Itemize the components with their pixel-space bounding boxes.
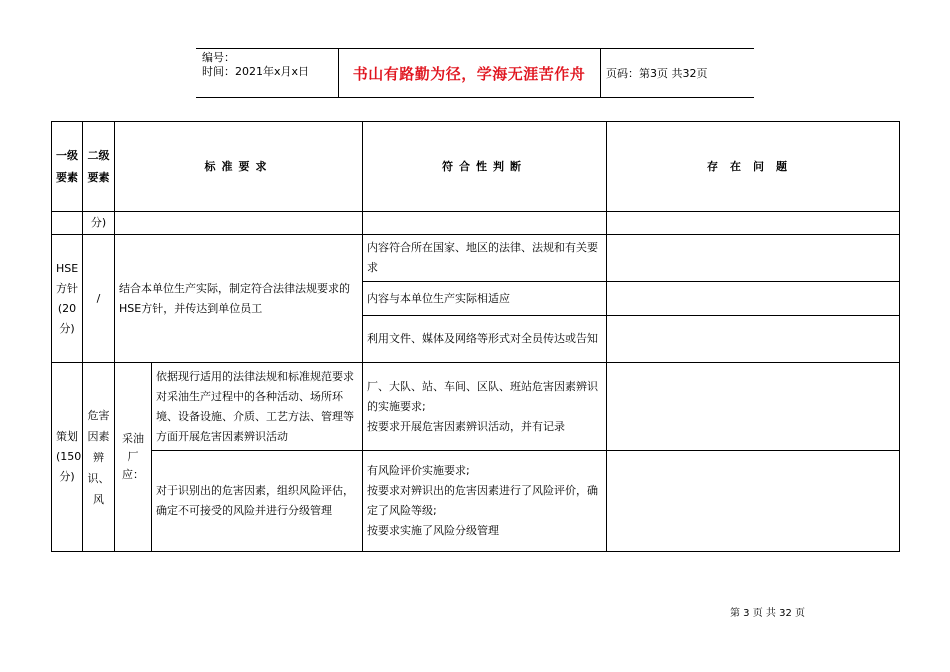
- planning-unit: 采油厂应：: [115, 363, 152, 552]
- planning-name: 策划(150分): [52, 363, 83, 552]
- header-meta: [202, 51, 309, 79]
- header-level2: 二级要素: [83, 122, 115, 212]
- carry-over-text: 分): [83, 212, 115, 235]
- hse-standard: 结合本单位生产实际，制定符合法律法规要求的HSE方针，并传达到单位员工: [115, 235, 363, 363]
- header-level1: 一级要素: [52, 122, 83, 212]
- planning-check-1: 厂、大队、站、车间、区队、班站危害因素辨识的实施要求; 按要求开展危害因素辨识活动，并有记录: [363, 363, 607, 451]
- hse-policy-name: HSE方针(20分): [52, 235, 83, 363]
- table-row: [52, 235, 900, 282]
- header-motto: 书山有路勤为径，学海无涯苦作舟: [352, 64, 586, 83]
- planning-standard-1: 依据现行适用的法律法规和标准规范要求对采油生产过程中的各种活动、场所环境、设备设施、介质、工艺方法、管理等方面开展危害因素辨识活动: [152, 363, 363, 451]
- planning-level2: 危害因素辨识、风: [83, 363, 115, 552]
- header-page-number: 页码：第3页 共32页: [606, 67, 708, 80]
- document-date-label: 时间：2021年x月x日: [202, 65, 310, 78]
- header-compliance: 符合性判断: [363, 122, 607, 212]
- hse-level2: /: [83, 235, 115, 363]
- planning-standard-2: 对于识别出的危害因素，组织风险评估，确定不可接受的风险并进行分级管理: [152, 451, 363, 552]
- footer-page-number: 第 3 页 共 32 页: [730, 608, 805, 619]
- page-header: [196, 48, 754, 98]
- planning-check-2: 有风险评价实施要求; 按要求对辨识出的危害因素进行了风险评价，确定了风险等级; 按要求实施了风险分级管理: [363, 451, 607, 552]
- document-number-label: 编号：: [202, 51, 235, 64]
- table-row: [52, 451, 900, 552]
- assessment-table: [51, 121, 900, 552]
- hse-check-3: 利用文件、媒体及网络等形式对全员传达或告知: [363, 316, 607, 363]
- table-header-row: [52, 122, 900, 212]
- header-issues: 存在问题: [607, 122, 900, 212]
- hse-check-2: 内容与本单位生产实际相适应: [363, 282, 607, 316]
- header-standard: 标准要求: [115, 122, 363, 212]
- table-row: [52, 212, 900, 235]
- hse-check-1: 内容符合所在国家、地区的法律、法规和有关要求: [363, 235, 607, 282]
- header-divider: [600, 49, 601, 97]
- table-row: [52, 363, 900, 451]
